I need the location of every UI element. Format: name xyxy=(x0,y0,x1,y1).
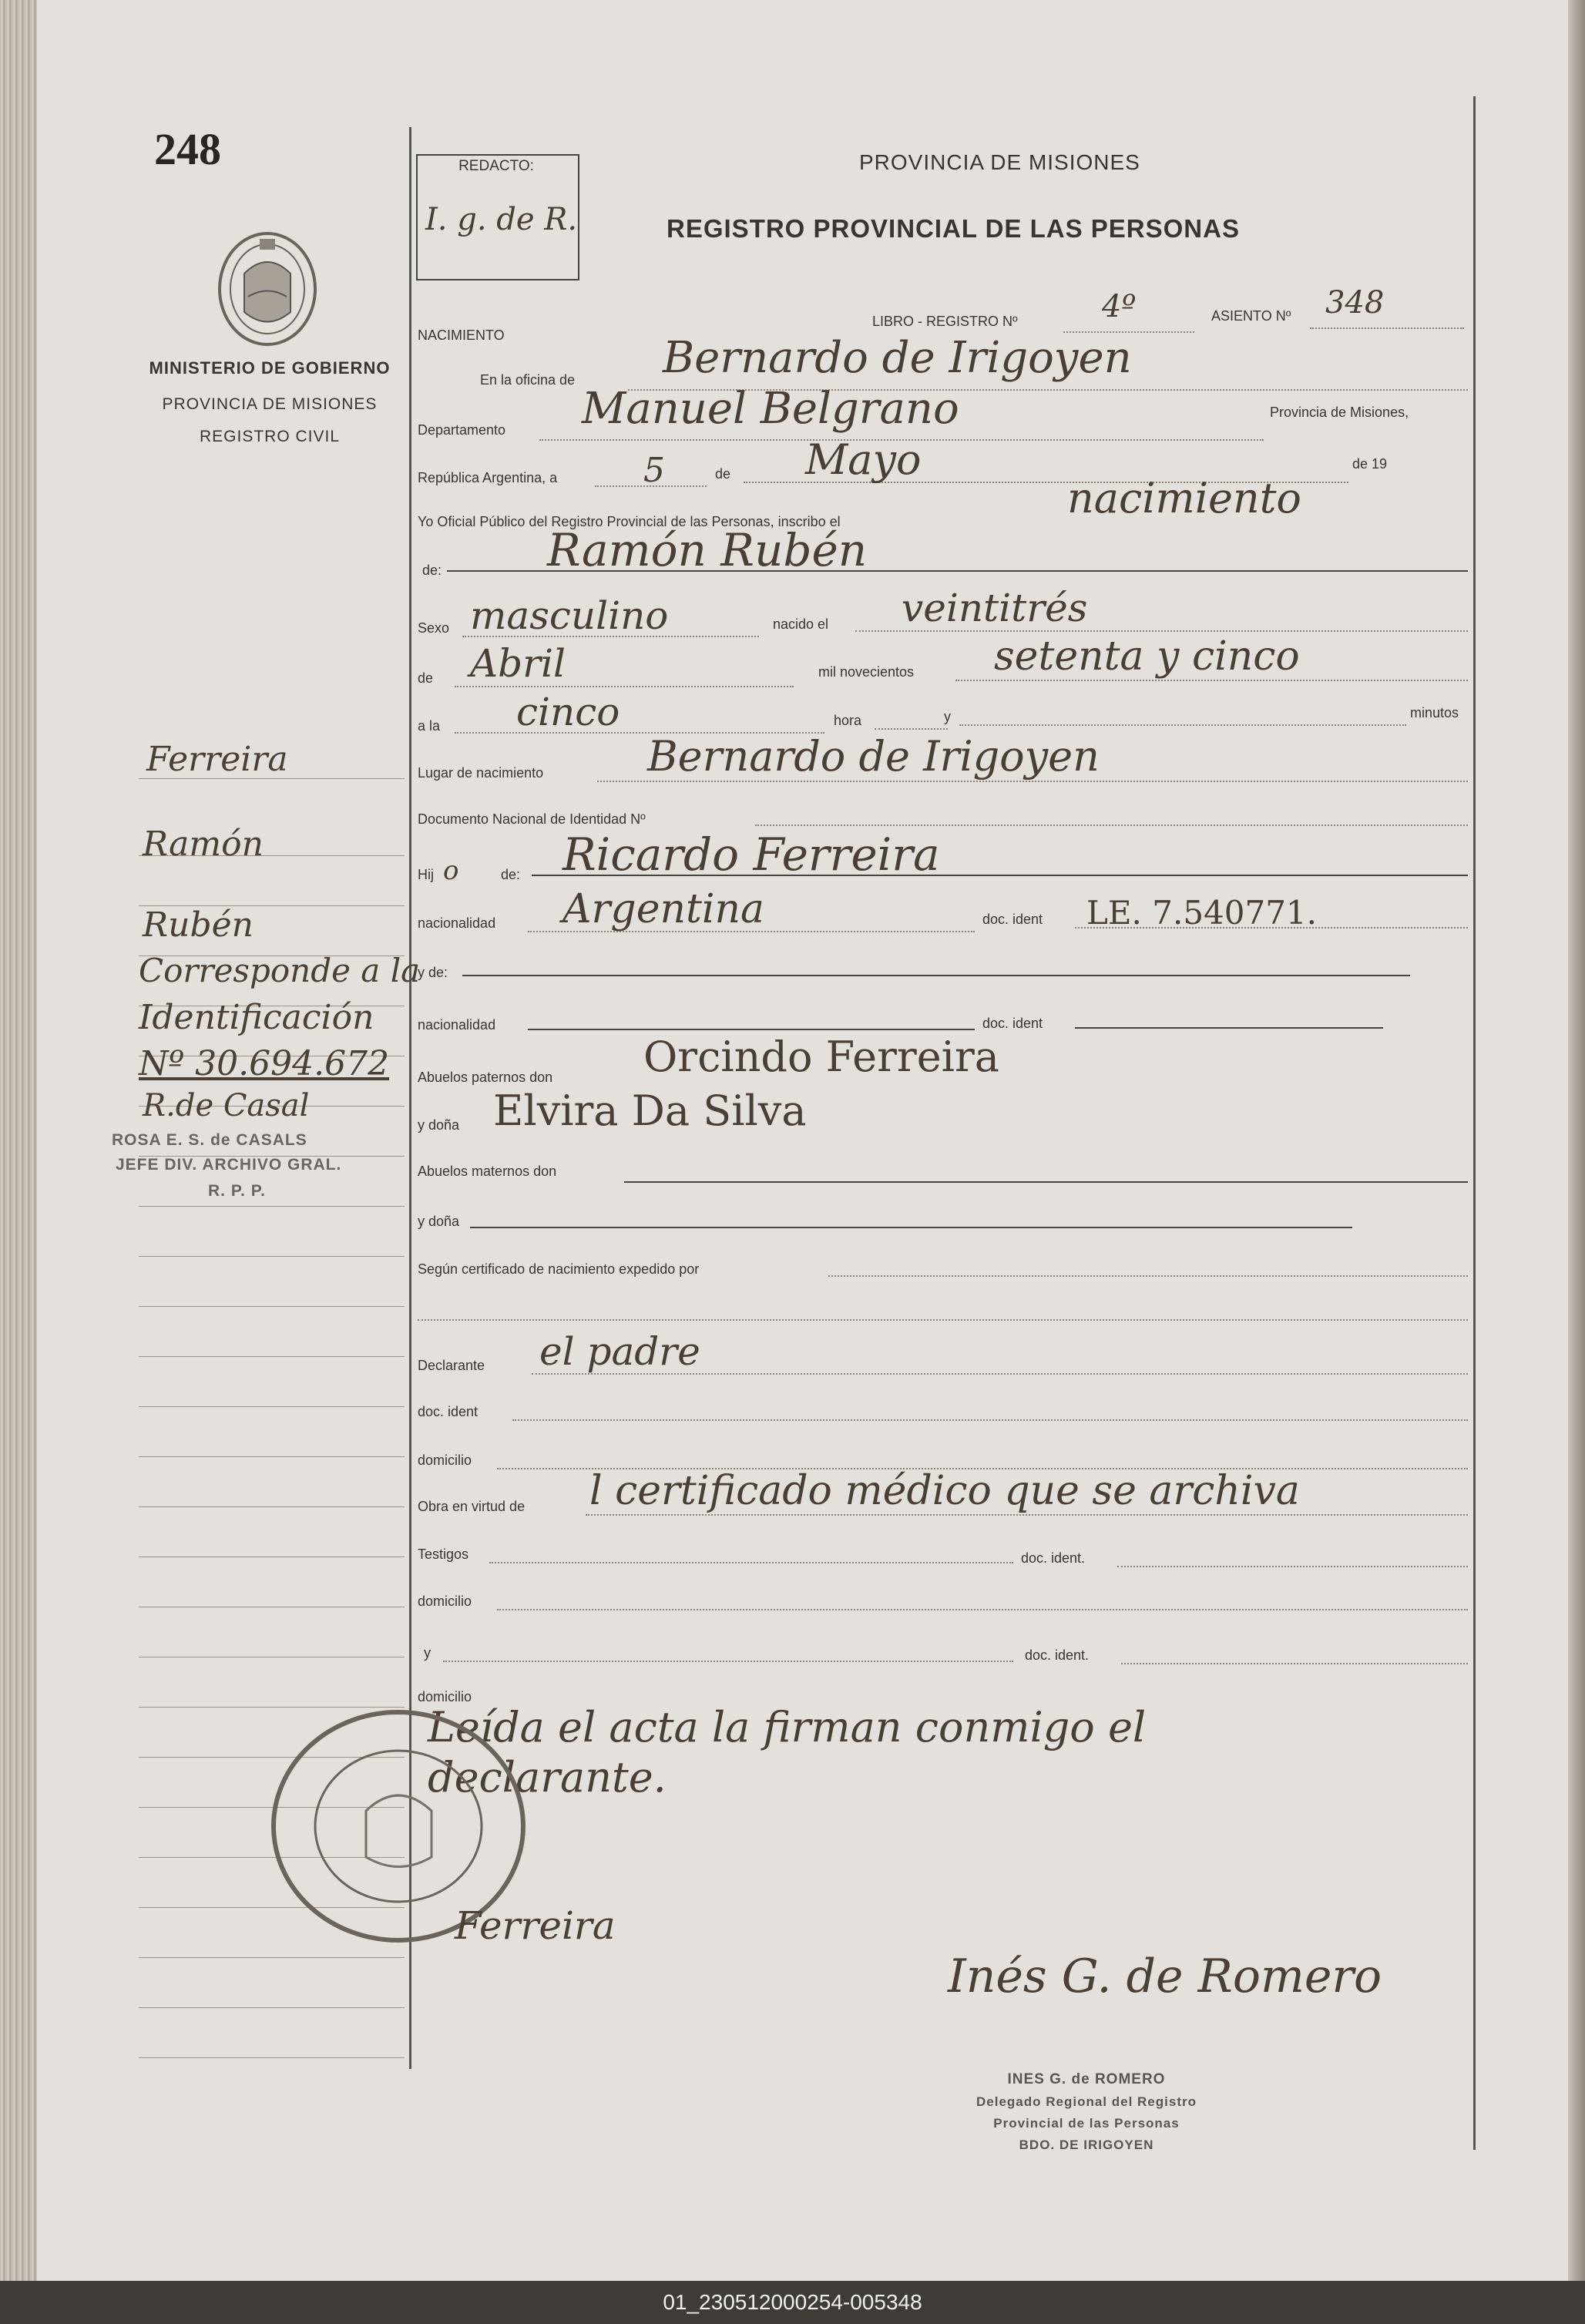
official-title-2: Provincial de las Personas xyxy=(993,2116,1180,2131)
margin-name1: Ramón xyxy=(143,824,264,864)
republica-label: República Argentina, a xyxy=(418,470,558,485)
oficina-value: Bernardo de Irigoyen xyxy=(663,333,1132,383)
asiento-line xyxy=(1310,327,1464,329)
margin-stamp-2: JEFE DIV. ARCHIVO GRAL. xyxy=(116,1156,342,1174)
nacionalidad-value: Argentina xyxy=(562,886,764,932)
docident2-label: doc. ident xyxy=(982,1016,1043,1031)
ruled-line xyxy=(139,2057,405,2058)
hijo-label: Hij xyxy=(418,867,434,882)
domicilio2-line xyxy=(497,1609,1468,1610)
act-type-label: NACIMIENTO xyxy=(418,327,505,343)
declarante-label: Declarante xyxy=(418,1358,485,1373)
domicilio3-label: domicilio xyxy=(418,1689,472,1704)
mil-label: mil novecientos xyxy=(818,664,915,680)
official-name: INES G. de ROMERO xyxy=(1007,2071,1166,2087)
nacido-value: veintitrés xyxy=(902,586,1088,630)
registry-label: REGISTRO CIVIL xyxy=(199,428,341,445)
sexo-label: Sexo xyxy=(418,620,450,636)
departamento-label: Departamento xyxy=(418,422,506,438)
libro-label: LIBRO - REGISTRO Nº xyxy=(872,314,1018,329)
oficina-label: En la oficina de xyxy=(480,372,576,388)
abuela-pat-value: Elvira Da Silva xyxy=(493,1086,807,1135)
official-title-1: Delegado Regional del Registro xyxy=(976,2094,1197,2109)
mes2-line xyxy=(455,686,794,687)
nacido-label: nacido el xyxy=(773,616,829,632)
margin-surname: Ferreira xyxy=(146,740,288,779)
ruled-line xyxy=(139,1356,405,1357)
de19-label: de 19 xyxy=(1352,456,1388,472)
redacto-value: I. g. de R. xyxy=(425,202,578,237)
docident4-label: doc. ident. xyxy=(1021,1550,1086,1566)
province-title: PROVINCIA DE MISIONES xyxy=(859,150,1140,174)
dia-value: 5 xyxy=(643,451,665,490)
official-signature: Inés G. de Romero xyxy=(948,1950,1382,2003)
domicilio2-label: domicilio xyxy=(418,1594,472,1609)
right-border-line xyxy=(1473,96,1476,2150)
docident5-label: doc. ident. xyxy=(1025,1647,1090,1663)
closing-line-1: Leída el acta la firman conmigo el xyxy=(428,1703,1147,1751)
dni-line xyxy=(755,824,1468,826)
page-number: 248 xyxy=(154,124,221,174)
abuelos-pat-label: Abuelos paternos don xyxy=(418,1070,553,1085)
hora-label: hora xyxy=(834,713,862,728)
obra-label: Obra en virtud de xyxy=(418,1499,526,1514)
ala-label: a la xyxy=(418,718,441,734)
footer-id: 01_230512000254-005348 xyxy=(663,2290,922,2314)
ruled-line xyxy=(139,1406,405,1407)
ydona2-line xyxy=(470,1227,1352,1228)
docident4-line xyxy=(1117,1566,1468,1567)
registry-title: REGISTRO PROVINCIAL DE LAS PERSONAS xyxy=(667,214,1240,243)
oficial-label: Yo Oficial Público del Registro Provincial de las Personas, inscribo el xyxy=(418,514,841,529)
ruled-line xyxy=(139,2007,405,2008)
nacido-line xyxy=(855,630,1468,632)
segun-label: Según certificado de nacimiento expedido por xyxy=(418,1261,700,1277)
ruled-line xyxy=(139,1206,405,1207)
coat-of-arms-icon xyxy=(210,227,325,351)
anio-value: setenta y cinco xyxy=(994,633,1300,680)
margin-stamp-3: R. P. P. xyxy=(208,1182,266,1200)
ruled-line xyxy=(139,1256,405,1257)
y2-line xyxy=(443,1661,1013,1662)
nacionalidad2-line xyxy=(528,1029,975,1030)
mes2-value: Abril xyxy=(470,641,566,686)
abuelos-mat-line xyxy=(624,1181,1468,1183)
margin-stamp-1: ROSA E. S. de CASALS xyxy=(112,1131,307,1149)
lugar-value: Bernardo de Irigoyen xyxy=(647,732,1100,781)
ruled-line xyxy=(139,1306,405,1307)
de2-label: de xyxy=(418,670,434,686)
provincia-label: Provincia de Misiones, xyxy=(1270,405,1409,420)
obra-value: l certificado médico que se archiva xyxy=(589,1468,1300,1514)
dni-label: Documento Nacional de Identidad Nº xyxy=(418,811,646,827)
testigos-line xyxy=(489,1562,1013,1563)
lugar-line xyxy=(597,781,1468,782)
padre-value: Ricardo Ferreira xyxy=(562,828,940,881)
domicilio-label: domicilio xyxy=(418,1452,472,1468)
margin-signature: R.de Casal xyxy=(143,1088,310,1123)
docident-label: doc. ident xyxy=(982,912,1043,927)
yde-line xyxy=(462,975,1410,976)
oficial-value: nacimiento xyxy=(1067,474,1301,522)
closing-line-2: declarante. xyxy=(428,1753,667,1802)
official-title-3: BDO. DE IRIGOYEN xyxy=(1019,2138,1154,2152)
ydona-label: y doña xyxy=(418,1117,460,1133)
hijo-suffix: o xyxy=(443,855,459,886)
margin-name2: Rubén xyxy=(143,905,254,945)
segun-line-2 xyxy=(418,1319,1468,1321)
y-label: y xyxy=(944,709,951,724)
nacionalidad2-label: nacionalidad xyxy=(418,1017,496,1033)
hora-value: cinco xyxy=(516,690,620,734)
nacionalidad-label: nacionalidad xyxy=(418,915,496,931)
y2-label: y xyxy=(424,1645,431,1661)
margin-note-3: Nº 30.694.672 xyxy=(139,1044,390,1083)
docident-value: LE. 7.540771. xyxy=(1086,894,1318,932)
abuelo-pat-value: Orcindo Ferreira xyxy=(643,1033,999,1081)
de-nombre-label: de: xyxy=(422,563,442,578)
obra-line xyxy=(586,1514,1468,1516)
ruled-line xyxy=(139,1506,405,1507)
mes-value: Mayo xyxy=(805,435,922,484)
departamento-value: Manuel Belgrano xyxy=(582,384,959,434)
docident3-label: doc. ident xyxy=(418,1404,479,1419)
province-label: PROVINCIA DE MISIONES xyxy=(162,395,378,413)
ruled-line xyxy=(139,1957,405,1958)
libro-value: 4º xyxy=(1102,289,1137,324)
anio-line xyxy=(955,680,1468,681)
minutos-line xyxy=(959,724,1406,726)
page-edge-shadow xyxy=(1568,0,1585,2281)
segun-line xyxy=(828,1275,1468,1277)
margin-note-1: Corresponde a la xyxy=(139,952,421,989)
nombre-value: Ramón Rubén xyxy=(547,524,868,576)
declarante-signature: Ferreira xyxy=(455,1903,616,1948)
ruled-line xyxy=(139,1456,405,1457)
ministry-label: MINISTERIO DE GOBIERNO xyxy=(149,358,391,378)
testigos-label: Testigos xyxy=(418,1547,469,1562)
yde-label: y de: xyxy=(418,965,448,980)
sexo-value: masculino xyxy=(470,593,669,638)
docident5-line xyxy=(1121,1663,1468,1664)
redacto-label: REDACTO: xyxy=(458,158,534,174)
docident3-line xyxy=(512,1419,1468,1421)
declarante-value: el padre xyxy=(539,1329,700,1374)
hora2-line xyxy=(875,728,948,730)
footer-bar xyxy=(0,2281,1585,2324)
book-spine-edge xyxy=(0,0,37,2281)
asiento-value: 348 xyxy=(1325,285,1385,321)
de-label: de xyxy=(715,466,731,482)
lugar-label: Lugar de nacimiento xyxy=(418,765,544,781)
asiento-label: ASIENTO Nº xyxy=(1211,308,1291,324)
margin-note-2: Identificación xyxy=(139,998,374,1037)
ydona2-label: y doña xyxy=(418,1214,460,1229)
hijo-de-label: de: xyxy=(501,867,521,882)
abuelos-mat-label: Abuelos maternos don xyxy=(418,1164,557,1179)
docident2-line xyxy=(1075,1027,1383,1029)
minutos-label: minutos xyxy=(1410,705,1459,720)
